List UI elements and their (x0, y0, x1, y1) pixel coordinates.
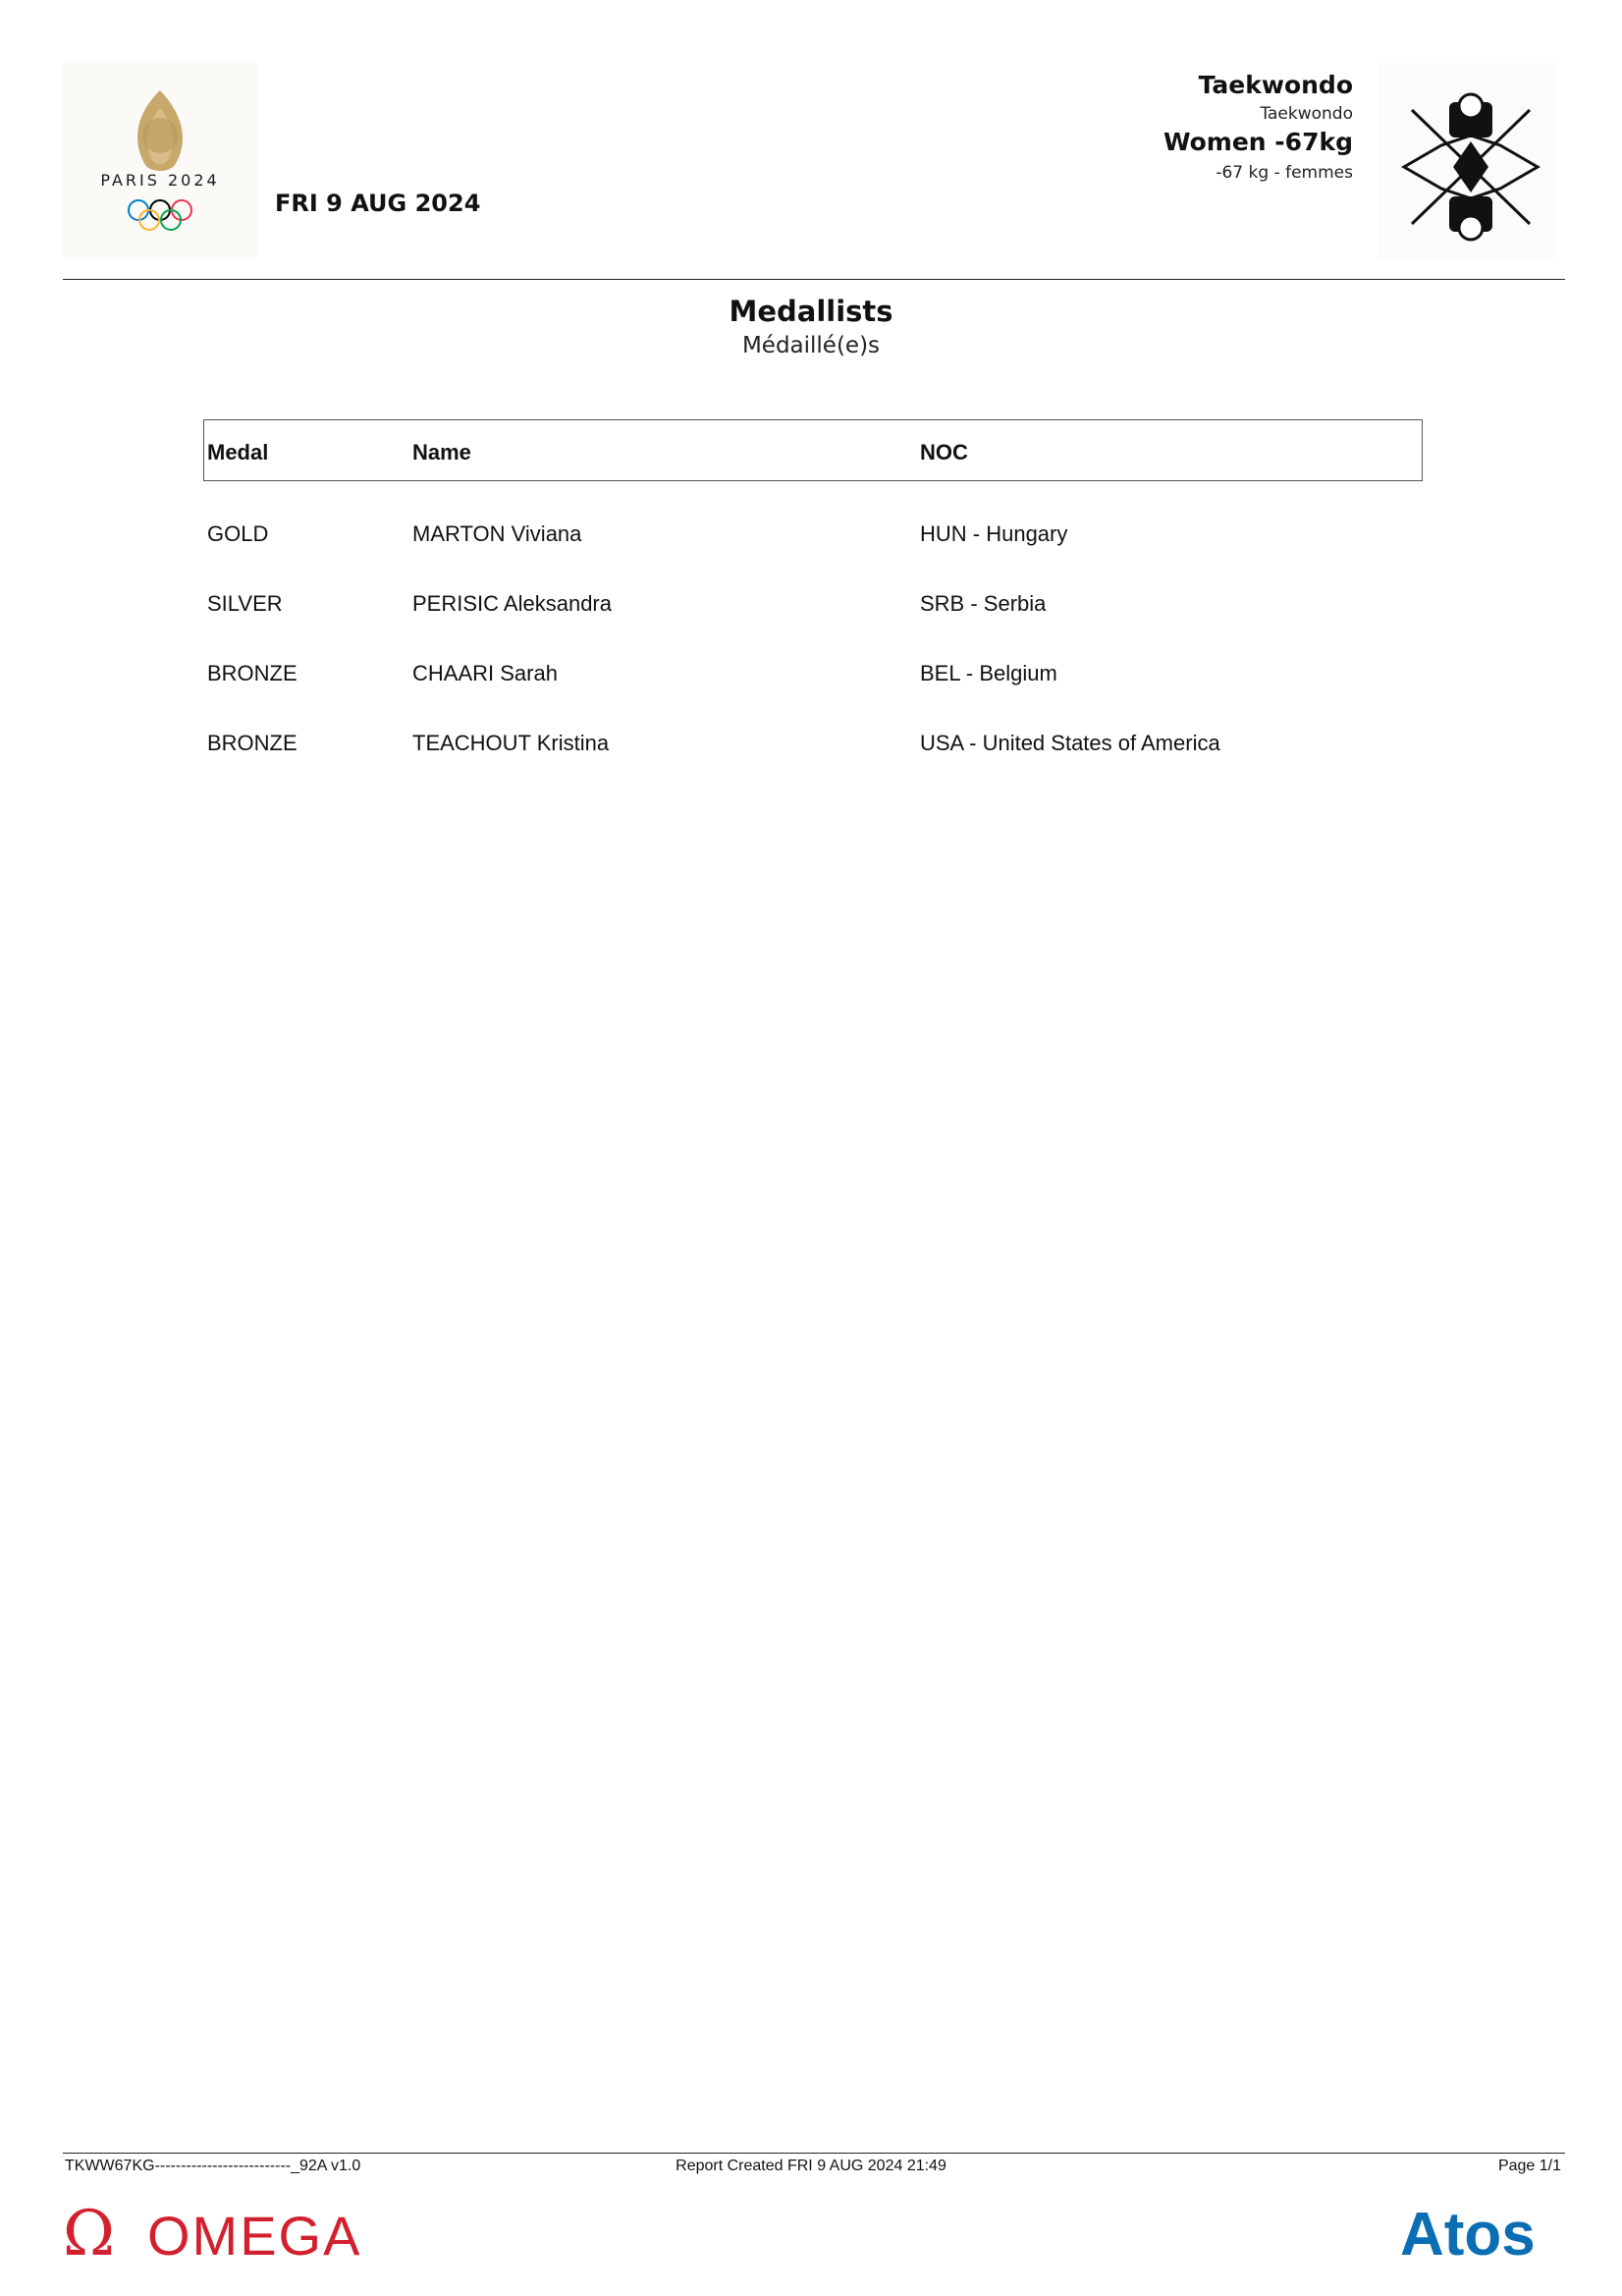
footer-divider (63, 2153, 1565, 2154)
medal-cell: SILVER (207, 591, 283, 616)
omega-symbol-icon: Ω (63, 2198, 116, 2267)
noc-cell: SRB - Serbia (920, 591, 1047, 616)
column-header-name: Name (412, 440, 471, 465)
page-title: Medallists (729, 295, 893, 328)
report-code: TKWW67KG--------------------------_92A v1.0 (65, 2158, 361, 2174)
name-cell: PERISIC Aleksandra (412, 591, 612, 616)
column-header-noc: NOC (920, 440, 968, 465)
table-row (0, 591, 1622, 630)
header-divider (63, 279, 1565, 280)
omega-wordmark: OMEGA (147, 2205, 362, 2267)
report-date: FRI 9 AUG 2024 (275, 190, 481, 217)
atos-wordmark: Atos (1400, 2201, 1536, 2267)
medal-cell: BRONZE (207, 661, 297, 685)
sport-title-en: Taekwondo (1198, 71, 1353, 99)
event-title-en: Women -67kg (1162, 128, 1353, 156)
table-row (0, 521, 1622, 561)
omega-logo (63, 2198, 406, 2271)
taekwondo-pictogram-icon (1379, 63, 1555, 259)
noc-cell: BEL - Belgium (920, 661, 1057, 685)
table-row (0, 661, 1622, 700)
column-header-medal: Medal (207, 440, 269, 465)
noc-cell: HUN - Hungary (920, 521, 1068, 546)
paris-2024-logo (63, 63, 257, 257)
sport-title-fr: Taekwondo (1260, 104, 1353, 124)
page-number: Page 1/1 (1497, 2158, 1561, 2174)
noc-cell: USA - United States of America (920, 731, 1220, 755)
medal-cell: GOLD (207, 521, 269, 546)
logo-text: PARIS 2024 (100, 171, 220, 190)
name-cell: CHAARI Sarah (412, 661, 558, 685)
olympic-rings-icon (129, 200, 191, 230)
event-title-fr: -67 kg - femmes (1216, 163, 1353, 183)
table-header (203, 419, 1423, 481)
table-row (0, 731, 1622, 770)
page-subtitle: Médaillé(e)s (741, 333, 881, 358)
name-cell: MARTON Viviana (412, 521, 582, 546)
name-cell: TEACHOUT Kristina (412, 731, 610, 755)
report-created: Report Created FRI 9 AUG 2024 21:49 (676, 2158, 946, 2174)
medal-cell: BRONZE (207, 731, 297, 755)
olympic-flame-icon (63, 63, 257, 257)
atos-logo (1400, 2198, 1567, 2271)
